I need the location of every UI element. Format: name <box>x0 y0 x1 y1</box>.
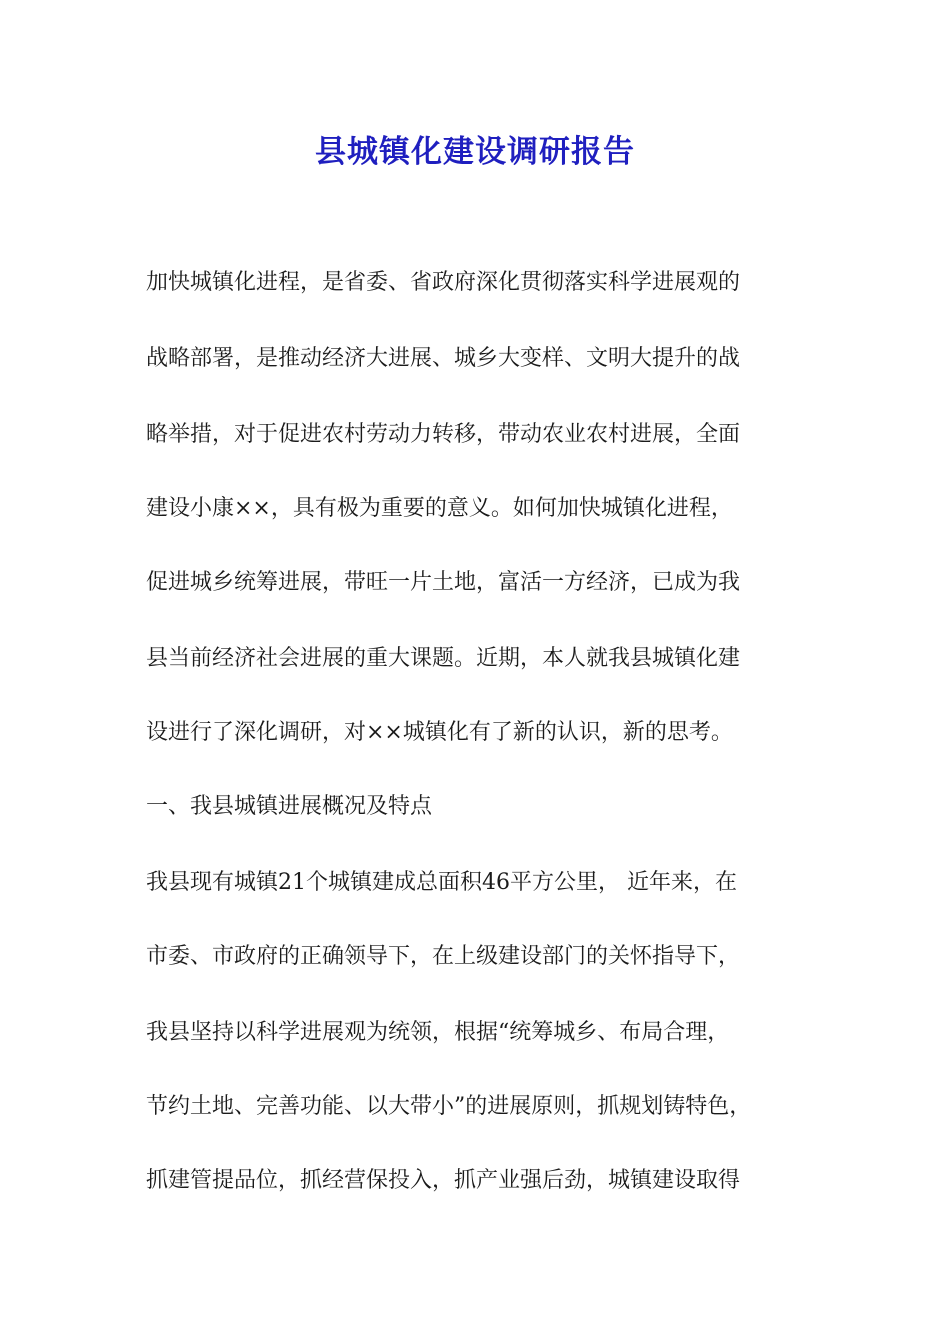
paragraph-line-10: 市委、市政府的正确领导下，在上级建设部门的关怀指导下， <box>146 944 741 969</box>
paragraph-line-2: 战略部署，是推动经济大进展、城乡大变样、文明大提升的战 <box>146 346 741 371</box>
section-heading-1: 一、我县城镇进展概况及特点 <box>146 794 433 819</box>
paragraph-line-12: 节约土地、完善功能、以大带小”的进展原则，抓规划铸特色， <box>146 1094 752 1119</box>
paragraph-line-4: 建设小康××，具有极为重要的意义。如何加快城镇化进程， <box>146 496 733 521</box>
paragraph-line-13: 抓建管提品位，抓经营保投入，抓产业强后劲，城镇建设取得 <box>146 1168 741 1193</box>
paragraph-line-3: 略举措，对于促进农村劳动力转移，带动农业农村进展，全面 <box>146 422 741 447</box>
paragraph-line-9: 我县现有城镇21个城镇建成总面积46平方公里， 近年来，在 <box>146 870 737 895</box>
document-title: 县城镇化建设调研报告 <box>315 134 635 170</box>
paragraph-line-6: 县当前经济社会进展的重大课题。近期，本人就我县城镇化建 <box>146 646 741 671</box>
paragraph-line-11: 我县坚持以科学进展观为统领，根据“统筹城乡、布局合理， <box>146 1020 730 1045</box>
paragraph-line-1: 加快城镇化进程，是省委、省政府深化贯彻落实科学进展观的 <box>146 270 741 295</box>
paragraph-line-7: 设进行了深化调研，对××城镇化有了新的认识，新的思考。 <box>146 720 733 745</box>
paragraph-line-5: 促进城乡统筹进展，带旺一片土地，富活一方经济，已成为我 <box>146 570 741 595</box>
